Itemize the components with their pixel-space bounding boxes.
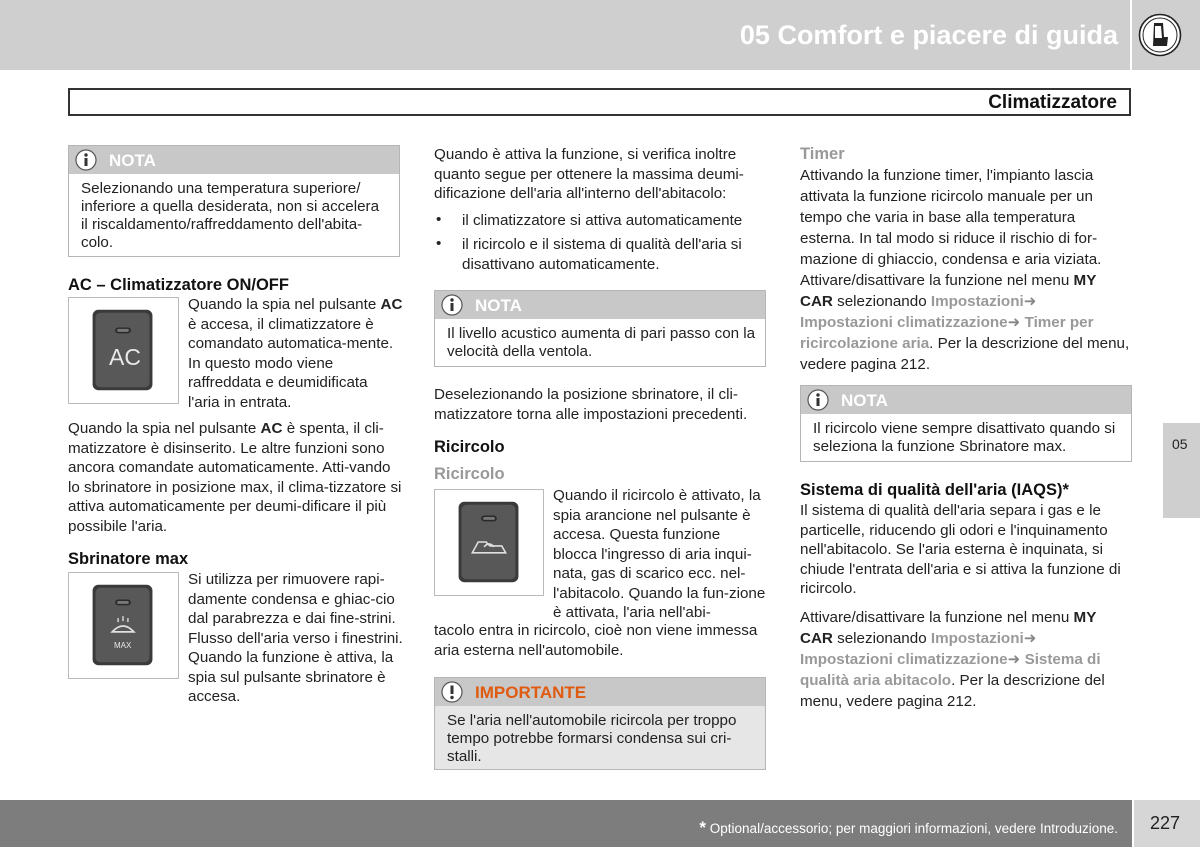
bullet-dot: • bbox=[436, 211, 442, 228]
selecting-word: selezionando bbox=[837, 293, 927, 310]
menu-car: CAR bbox=[800, 293, 833, 310]
note-header bbox=[435, 291, 765, 319]
menu-my: MY bbox=[1073, 609, 1097, 626]
intro-text: Quando è attiva la funzione, si verifica inoltre quanto segue per ottenere la massima deumi-dificazione dell'aria all'interno dell'abitacolo: bbox=[434, 146, 744, 202]
ac-button-label: AC bbox=[109, 344, 141, 370]
note-text: Il livello acustico aumenta di pari passo con la velocità della ventola. bbox=[447, 325, 756, 360]
defrost-button-label: MAX bbox=[114, 641, 132, 650]
info-icon bbox=[807, 389, 829, 411]
recirc-subheading: Ricircolo bbox=[434, 465, 505, 483]
menu-path-3: Sistema di qualità aria abitacolo bbox=[800, 651, 1101, 689]
ac-paragraph-bold: AC bbox=[260, 420, 283, 437]
note-label: NOTA bbox=[841, 391, 888, 410]
important-box bbox=[434, 677, 766, 770]
ac-paragraph-a: Quando la spia nel pulsante bbox=[68, 420, 257, 437]
important-text: Se l'aria nell'automobile ricircola per troppo tempo potrebbe formarsi condensa sui cri-stalli. bbox=[447, 712, 737, 765]
selecting-word: selezionando bbox=[837, 630, 927, 647]
timer-subheading: Timer bbox=[800, 145, 845, 163]
chapter-header bbox=[0, 0, 1130, 70]
ac-side-text-a: Quando la spia nel pulsante bbox=[188, 296, 377, 313]
note-box bbox=[68, 145, 400, 257]
bullet-2: il ricircolo e il sistema di qualità dell'aria si disattivano automaticamente. bbox=[462, 236, 742, 273]
menu-path-1: Impostazioni bbox=[930, 630, 1024, 647]
arrow-right-icon: ➜ bbox=[1023, 630, 1037, 647]
important-label: IMPORTANTE bbox=[475, 683, 587, 702]
ac-side-text-bold: AC bbox=[380, 296, 403, 313]
page-number: 227 bbox=[1150, 813, 1181, 833]
note-box bbox=[434, 290, 766, 367]
defrost-button-illustration bbox=[68, 572, 179, 679]
deselect-text: Deselezionando la posizione sbrinatore, il cli-matizzatore torna alle impostazioni precedenti. bbox=[434, 386, 748, 423]
iaqs-tail: . Per la descrizione del menu, vedere pagina 212. bbox=[800, 672, 1105, 710]
menu-car: CAR bbox=[800, 630, 833, 647]
section-bar bbox=[68, 88, 1131, 116]
iaqs-menu-text bbox=[800, 607, 1132, 712]
menu-path-2: Impostazioni climatizzazione bbox=[800, 651, 1008, 668]
info-icon bbox=[75, 149, 97, 171]
defrost-text: Si utilizza per rimuovere rapi-damente condensa e ghiac-cio dal parabrezza e dai fine-strini. Flusso dell'aria verso i finestrini. Quando la funzione è attiva, la spia sul pulsante sbrinatore è accesa. bbox=[188, 571, 403, 705]
menu-my: MY bbox=[1073, 272, 1097, 289]
note-header bbox=[801, 386, 1131, 414]
iaqs-menu-intro: Attivare/disattivare la funzione nel menu bbox=[800, 609, 1070, 626]
important-header bbox=[435, 678, 765, 706]
chapter-title: 05 Comfort e piacere di guida bbox=[739, 20, 1118, 50]
arrow-right-icon: ➜ bbox=[1023, 293, 1037, 310]
ac-paragraph bbox=[68, 419, 402, 536]
seat-icon bbox=[1138, 13, 1182, 57]
note-header bbox=[69, 146, 399, 174]
chapter-tab-label: 05 bbox=[1172, 436, 1188, 452]
recirc-button-illustration bbox=[434, 489, 544, 596]
footer-note bbox=[699, 818, 1118, 838]
footer-text: Optional/accessorio; per maggiori informazioni, vedere Introduzione. bbox=[709, 821, 1118, 836]
ac-side-text-b: è accesa, il climatizzatore è comandato automatica-mente. In questo modo viene raffreddata e deumidificata l'aria in entrata. bbox=[188, 315, 394, 411]
footer-star: * bbox=[699, 818, 707, 837]
recirc-cont-text: tacolo entra in ricircolo, cioè non viene immessa aria esterna nell'automobile. bbox=[434, 622, 758, 659]
section-title: Climatizzatore bbox=[988, 92, 1117, 113]
ac-paragraph-b: è spenta, il cli-matizzatore è disinserito. Le altre funzioni sono ancora comandate automaticamente. Atti-vando lo sbrinatore in posizione max, il clima-tizzatore si attiva automaticamente per deumi-dificare il più possibile l'aria. bbox=[68, 420, 402, 535]
note-label: NOTA bbox=[109, 151, 156, 170]
menu-path-1: Impostazioni bbox=[930, 293, 1024, 310]
recirc-heading: Ricircolo bbox=[434, 438, 505, 456]
warning-icon bbox=[441, 681, 463, 703]
timer-text-body: Attivando la funzione timer, l'impianto lascia attivata la funzione ricircolo manuale per un tempo che varia in base alla temperatura esterna. In tal modo si riduce il rischio di for-mazione di ghiaccio, condensa e aria viziata. Attivare/disattivare la funzione nel menu bbox=[800, 167, 1102, 289]
recirc-side-text: Quando il ricircolo è attivato, la spia arancione nel pulsante è accesa. Questa funzione blocca l'ingresso di aria inqui-nata, gas di scarico ecc. nel-l'abitacolo. Quando la fun-zione è attivata, l'aria nell'abi- bbox=[553, 487, 766, 621]
iaqs-heading: Sistema di qualità dell'aria (IAQS)* bbox=[800, 481, 1069, 499]
ac-side-text bbox=[188, 295, 403, 412]
arrow-right-icon: ➜ bbox=[1007, 651, 1021, 668]
arrow-right-icon: ➜ bbox=[1007, 314, 1021, 331]
iaqs-text: Il sistema di qualità dell'aria separa i gas e le particelle, riducendo gli odori e l'inquinamento nell'abitacolo. Se l'aria esterna è inquinata, si chiude l'entrata dell'aria e si attiva la funzione di ricircolo. bbox=[800, 502, 1121, 597]
note-text: Il ricircolo viene sempre disattivato quando si seleziona la funzione Sbrinatore max. bbox=[813, 420, 1116, 455]
ac-heading: AC – Climatizzatore ON/OFF bbox=[68, 276, 289, 294]
note-text: Selezionando una temperatura superiore/ inferiore a quella desiderata, non si accelera il riscaldamento/raffreddamento dell'abita-colo. bbox=[81, 180, 380, 251]
note-box bbox=[800, 385, 1132, 462]
timer-tail: . Per la descrizione del menu, vedere pagina 212. bbox=[800, 335, 1130, 373]
menu-path-3: Timer per ricircolazione aria bbox=[800, 314, 1094, 352]
note-label: NOTA bbox=[475, 296, 522, 315]
bullet-dot: • bbox=[436, 235, 442, 252]
info-icon bbox=[441, 294, 463, 316]
timer-text bbox=[800, 165, 1132, 375]
defrost-heading: Sbrinatore max bbox=[68, 550, 189, 568]
menu-path-2: Impostazioni climatizzazione bbox=[800, 314, 1008, 331]
bullet-1: il climatizzatore si attiva automaticamente bbox=[462, 212, 743, 229]
